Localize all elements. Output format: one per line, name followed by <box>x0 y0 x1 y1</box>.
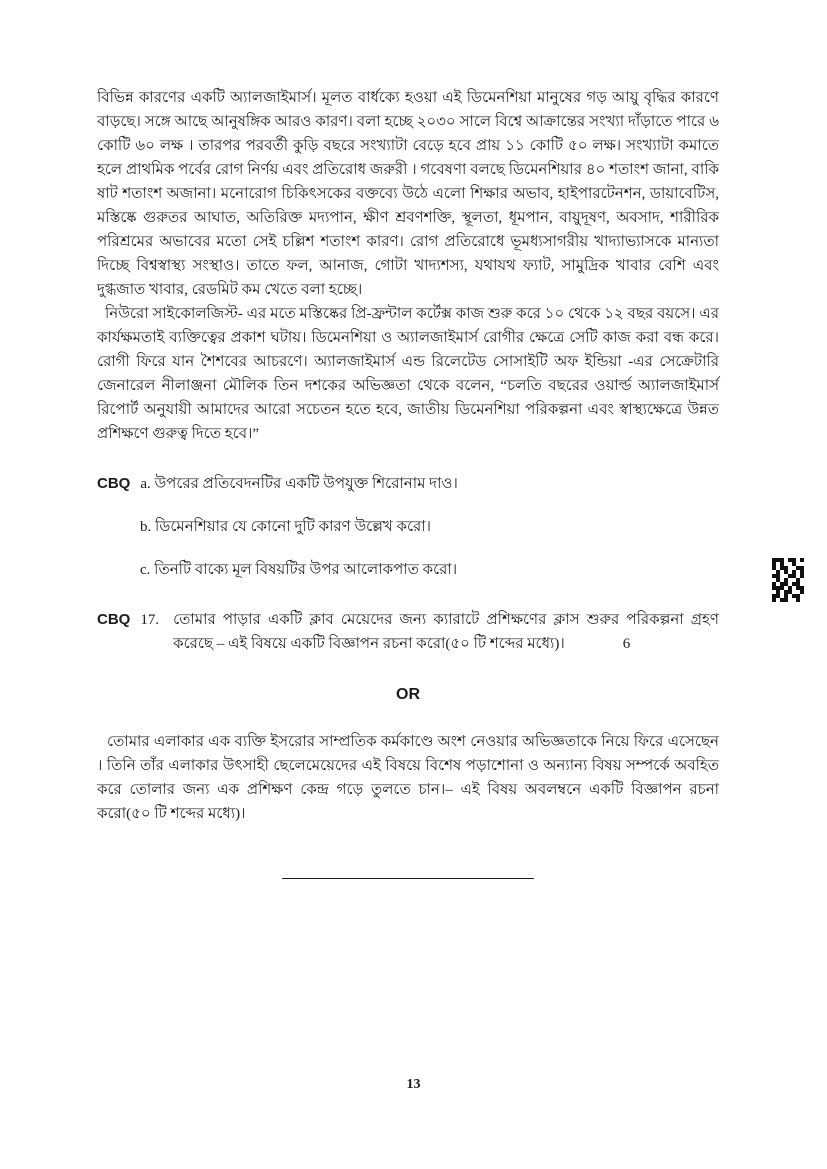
cbq-item-c: c. তিনটি বাক্যে মূল বিষয়টির উপর আলোকপাত করো। <box>140 562 458 578</box>
page-content <box>97 86 719 879</box>
cbq17-question-text: তোমার পাড়ার একটি ক্লাব মেয়েদের জন্য ক্যারাটে প্রশিক্ষণের ক্লাস শুরুর পরিকল্পনা গ্রহণ করেছে – এই বিষয়ে একটি বিজ্ঞাপন রচনা করো(৫০ টি শব্দের মধ্যে)। <box>173 612 719 652</box>
passage-paragraph-2: নিউরো সাইকোলজিস্ট- এর মতে মস্তিষ্কের প্রি-ফ্রন্টাল কর্টেক্স কাজ শুরু করে ১০ থেকে ১২ বছর বয়সে। এর কার্যক্ষমতাই ব্যক্তিত্বের প্রকাশ ঘটায়। ডিমেনশিয়া ও অ্যালজাইমার্স রোগীর ক্ষেত্রে সেটি কাজ করা বন্ধ করে। রোগী ফিরে যান শৈশবের আচরণে। অ্যালজাইমার্স এন্ড রিলেটেড সোসাইটি অফ ইন্ডিয়া -এর সেক্রেটারি জেনারেল নীলাঞ্জনা মৌলিক তিন দশকের অভিজ্ঞতা থেকে বলেন, “চলতি বছরের ওয়ার্ল্ড অ্যালজাইমার্স রিপোর্ট অনুযায়ী আমাদের আরো সচেতন হতে হবে, জাতীয় ডিমেনশিয়া পরিকল্পনা এবং স্বাস্থ্যক্ষেত্রে উন্নত প্রশিক্ষণে গুরুত্ব দিতে হবে।” <box>97 306 719 442</box>
cbq-item-b: b. ডিমেনশিয়ার যে কোনো দুটি কারণ উল্লেখ করো। <box>140 519 431 535</box>
cbq17-label: CBQ <box>97 611 131 628</box>
passage-paragraph-1: বিভিন্ন কারণের একটি অ্যালজাইমার্স। মূলত বার্ধক্যে হওয়া এই ডিমেনশিয়া মানুষের গড় আয়ু বৃদ্ধির কারণে বাড়ছে। সঙ্গে আছে আনুষঙ্গিক আরও কারণ। বলা হচ্ছে ২০৩০ সালে বিশ্বে আক্রান্তের সংখ্যা দাঁড়াতে পারে ৬ কোটি ৬০ লক্ষ । তারপর পরবর্তী কুড়ি বছরে সংখ্যাটা বেড়ে হবে প্রায় ১১ কোটি ৫০ লক্ষ। সংখ্যাটা কমাতে হলে প্রাথমিক পর্বের রোগ নির্ণয় এবং প্রতিরোধ জরুরী । গবেষণা বলছে ডিমেনশিয়ার ৪০ শতাংশ জানা, বাকি ষাট শতাংশ অজানা। মনোরোগ চিকিৎসকের বক্তব্যে উঠে এলো শিক্ষার অভাব, হাইপারটেনশন, ডায়াবেটিস, মস্তিষ্কে গুরুতর আঘাত, অতিরিক্ত মদ্যপান, ক্ষীণ শ্রবণশক্তি, স্থূলতা, ধূমপান, বায়ুদূষণ, অবসাদ, শারীরিক পরিশ্রমের অভাবের মতো সেই চল্লিশ শতাংশ কারণ। রোগ প্রতিরোধে ভূমধ্যসাগরীয় খাদ্যাভ্যাসকে মান্যতা দিচ্ছে বিশ্বস্বাস্থ্য সংস্থাও। তাতে ফল, আনাজ, গোটা খাদ্যশস্য, যথাযথ ফ্যাট, সামুদ্রিক খাবার বেশি এবং দুগ্ধজাত খাবার, রেডমিট কম খেতে বলা হচ্ছে। <box>97 90 719 298</box>
alternative-question: তোমার এলাকার এক ব্যক্তি ইসরোর সাম্প্রতিক কর্মকাণ্ডে অংশ নেওয়ার অভিজ্ঞতাকে নিয়ে ফিরে এসেছেন । তিনি তাঁর এলাকার উৎসাহী ছেলেমেয়েদের এই বিষয়ে বিশেষ পড়াশোনা ও অন্যান্য বিষয় সম্পর্কে অবহিত করে তোলার জন্য এক প্রশিক্ষণ কেন্দ্র গড়ে তুলতে চান।– এই বিষয় অবলম্বনে একটি বিজ্ঞাপন রচনা করো(৫০ টি শব্দের মধ্যে)। <box>97 734 719 822</box>
cbq17-question-row <box>97 608 719 656</box>
cbq-label: CBQ <box>97 475 131 492</box>
cbq17-marks: 6 <box>622 636 631 652</box>
page-number: 13 <box>406 1077 421 1092</box>
end-of-paper-rule <box>282 878 534 879</box>
qr-code-icon <box>772 558 804 602</box>
or-label: OR <box>396 686 420 703</box>
cbq17-number: 17. <box>140 612 160 628</box>
or-divider-row <box>97 686 719 704</box>
cbq-item-a: a. উপরের প্রতিবেদনটির একটি উপযুক্ত শিরোনাম দাও। <box>140 476 458 492</box>
cbq17-text <box>173 608 719 656</box>
cbq-question-row <box>97 472 719 496</box>
